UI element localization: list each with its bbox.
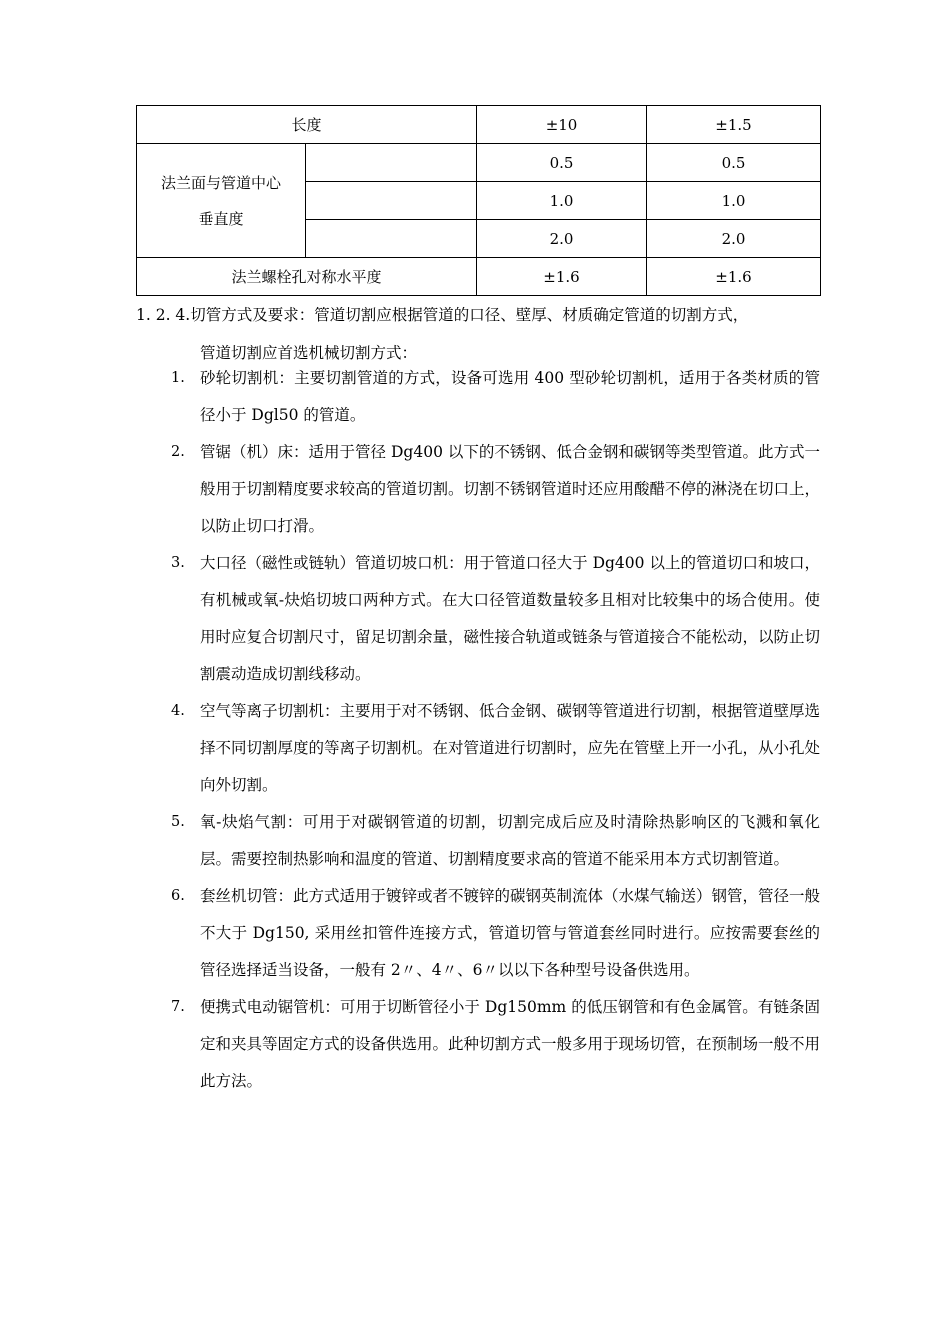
list-item-text: 套丝机切管：此方式适用于镀锌或者不镀锌的碳钢英制流体（水煤气输送）钢管，管径一般不大于 Dg150, 采用丝扣管件连接方式，管道切管与管道套丝同时进行。应按需要套丝的管径选择适当设备，一般有 2〃、4〃、6〃以以下各种型号设备供选用。 xyxy=(200,887,821,979)
section-number: 1. 2. 4. xyxy=(136,306,191,324)
table-cell: ±1.5 xyxy=(647,106,821,144)
list-item-text: 空气等离子切割机：主要用于对不锈钢、低合金钢、碳钢等管道进行切割，根据管道壁厚选择不同切割厚度的等离子切割机。在对管道进行切割时，应先在管壁上开一小孔，从小孔处向外切割。 xyxy=(200,702,821,794)
table-cell: 长度 xyxy=(137,106,477,144)
merged-label-line2: 垂直度 xyxy=(198,209,244,228)
table-cell: 2.0 xyxy=(647,220,821,258)
table-row xyxy=(137,106,821,144)
list-item-text: 管锯（机）床：适用于管径 Dg400 以下的不锈钢、低合金钢和碳钢等类型管道。此方式一般用于切割精度要求较高的管道切割。切割不锈钢管道时还应用酸醋不停的淋浇在切口上，以防止切口打滑。 xyxy=(200,443,821,535)
table-cell: 0.5 xyxy=(647,144,821,182)
table-cell-empty xyxy=(306,182,477,220)
list-item-text: 氧-炔焰气割：可用于对碳钢管道的切割，切割完成后应及时清除热影响区的飞溅和氧化层。需要控制热影响和温度的管道、切割精度要求高的管道不能采用本方式切割管道。 xyxy=(200,813,820,868)
list-item xyxy=(0,693,950,804)
list-item xyxy=(0,545,950,693)
list-item-text: 大口径（磁性或链轨）管道切坡口机：用于管道口径大于 Dg400 以上的管道切口和坡口，有机械或氧-炔焰切坡口两种方式。在大口径管道数量较多且相对比较集中的场合使用。使用时应复合切割尺寸，留足切割余量，磁性接合轨道或链条与管道接合不能松动，以防止切割震动造成切割线移动。 xyxy=(200,554,821,683)
list-item xyxy=(0,878,950,989)
list-item-text: 便携式电动锯管机：可用于切断管径小于 Dg150mm 的低压钢管和有色金属管。有链条固定和夹具等固定方式的设备供选用。此种切割方式一般多用于现场切管，在预制场一般不用此方法。 xyxy=(200,998,821,1090)
table-cell-empty xyxy=(306,220,477,258)
cutting-methods-list xyxy=(0,360,950,1100)
table-merged-cell xyxy=(137,144,306,258)
list-item-number: 5. xyxy=(171,814,185,830)
list-item xyxy=(0,434,950,545)
list-item xyxy=(0,989,950,1100)
list-item-number: 4. xyxy=(171,703,185,719)
table-cell-empty xyxy=(306,144,477,182)
list-item-number: 7. xyxy=(171,999,185,1015)
list-item-number: 3. xyxy=(171,555,185,571)
list-item-number: 2. xyxy=(171,444,185,460)
list-item-number: 6. xyxy=(171,888,185,904)
table-cell: 1.0 xyxy=(647,182,821,220)
table-row xyxy=(137,258,821,296)
table-row xyxy=(137,144,821,182)
section-title-line2: 管道切割应首选机械切割方式： xyxy=(200,344,418,362)
tolerance-table xyxy=(136,105,821,296)
table-cell: 1.0 xyxy=(477,182,647,220)
table-cell: 2.0 xyxy=(477,220,647,258)
table-cell: ±1.6 xyxy=(647,258,821,296)
table-cell: 法兰螺栓孔对称水平度 xyxy=(137,258,477,296)
list-item-number: 1. xyxy=(171,370,185,386)
list-item xyxy=(0,360,950,434)
section-title-line1: 切管方式及要求：管道切割应根据管道的口径、壁厚、材质确定管道的切割方式， xyxy=(190,306,749,324)
merged-label-line1: 法兰面与管道中心 xyxy=(160,173,281,192)
table-cell: ±1.6 xyxy=(477,258,647,296)
list-item-text: 砂轮切割机：主要切割管道的方式，设备可选用 400 型砂轮切割机，适用于各类材质的管径小于 Dgl50 的管道。 xyxy=(200,369,820,424)
list-item xyxy=(0,804,950,878)
table-cell: ±10 xyxy=(477,106,647,144)
table-cell: 0.5 xyxy=(477,144,647,182)
